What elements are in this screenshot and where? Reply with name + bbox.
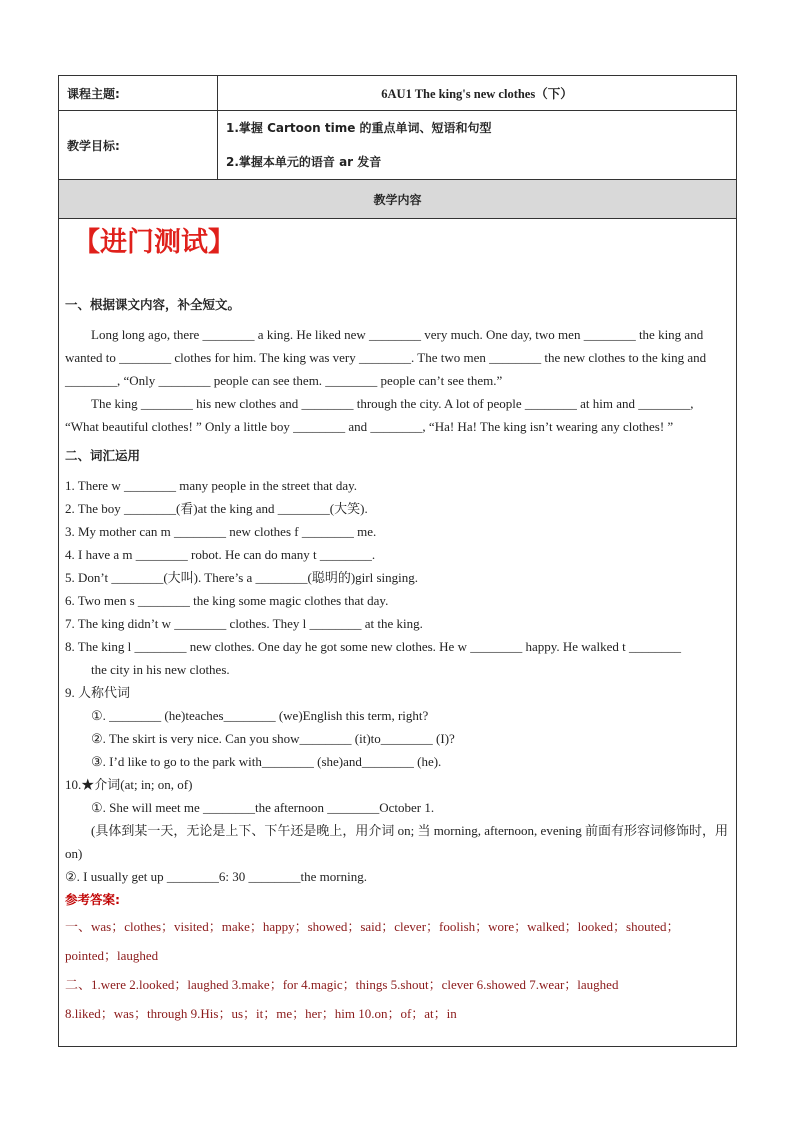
lesson-topic: 6AU1 The king's new clothes（下） — [218, 76, 737, 111]
pronoun-item: ①. ________ (he)teaches________ (we)English this term, right? — [91, 708, 429, 723]
vocab-item: 6. Two men s ________ the king some magic clothes that day. — [65, 593, 389, 608]
pronoun-item: ③. I’d like to go to the park with________ (she)and________ (he). — [91, 754, 442, 769]
pronoun-title: 9. 人称代词 — [65, 685, 131, 700]
section1-heading: 一、根据课文内容，补全短文。 — [65, 297, 241, 312]
goal-item: 1.掌握 Cartoon time 的重点单词、短语和句型 — [226, 121, 492, 135]
test-title: 【进门测试】 — [73, 227, 235, 258]
goals-list — [218, 111, 737, 180]
lesson-table — [58, 75, 737, 1047]
vocab-item: 2. The boy ________(看)at the king and ________(大笑). — [65, 501, 368, 516]
vocab-item-continued: the city in his new clothes. — [91, 662, 230, 677]
section2-heading: 二、词汇运用 — [65, 448, 141, 463]
vocab-item: 8. The king l ________ new clothes. One day he got some new clothes. He w ________ happy. He walked t ________ — [65, 639, 681, 654]
vocab-item: 7. The king didn’t w ________ clothes. They l ________ at the king. — [65, 616, 423, 631]
section1-paragraph: The king ________ his new clothes and ________ through the city. A lot of people ________ at him and ________, “What beautiful clothes! ” Only a little boy ________ and ________, “Ha! Ha! The king isn’t wearing any clothes! ” — [65, 396, 694, 434]
vocab-item: 3. My mother can m ________ new clothes f ________ me. — [65, 524, 377, 539]
answers-line: 8.liked；was；through 9.His；us；it；me；her；him 10.on；of；at；in — [65, 1006, 457, 1021]
section1-paragraph: Long long ago, there ________ a king. He liked new ________ very much. One day, two men ________ the king and wanted to ________ clothes for him. The king was very ________. The two men ________ the new clothes to the king and ________, “Only ________ people can see them. ________ people can’t see them.” — [65, 327, 707, 388]
pronoun-item: ②. The skirt is very nice. Can you show________ (it)to________ (I)? — [91, 731, 455, 746]
goal-item: 2.掌握本单元的语音 ar 发音 — [226, 155, 382, 169]
answers-line: 二、1.were 2.looked；laughed 3.make；for 4.magic；things 5.shout；clever 6.showed 7.wear；laughed — [65, 977, 619, 992]
goals-label: 教学目标: — [59, 111, 218, 180]
preposition-note: (具体到某一天，无论是上下、下午还是晚上，用介词 on; 当 morning, afternoon, evening 前面有形容词修饰时，用 on) — [65, 823, 728, 861]
topic-label: 课程主题: — [59, 76, 218, 111]
preposition-item: ①. She will meet me ________the afternoon ________October 1. — [91, 800, 435, 815]
answers-line: 一、was；clothes；visited；make；happy；showed；said；clever；foolish；wore；walked；looked；shouted；pointed；laughed — [65, 919, 680, 963]
content-header: 教学内容 — [59, 180, 737, 219]
answers-title: 参考答案: — [65, 892, 120, 907]
content-body — [59, 219, 737, 1047]
preposition-title: 10.★介词(at; in; on, of) — [65, 777, 193, 792]
preposition-item: ②. I usually get up ________6: 30 ________the morning. — [65, 869, 367, 884]
vocab-item: 5. Don’t ________(大叫). There’s a ________(聪明的)girl singing. — [65, 570, 419, 585]
vocab-item: 4. I have a m ________ robot. He can do many t ________. — [65, 547, 376, 562]
vocab-item: 1. There w ________ many people in the street that day. — [65, 478, 358, 493]
